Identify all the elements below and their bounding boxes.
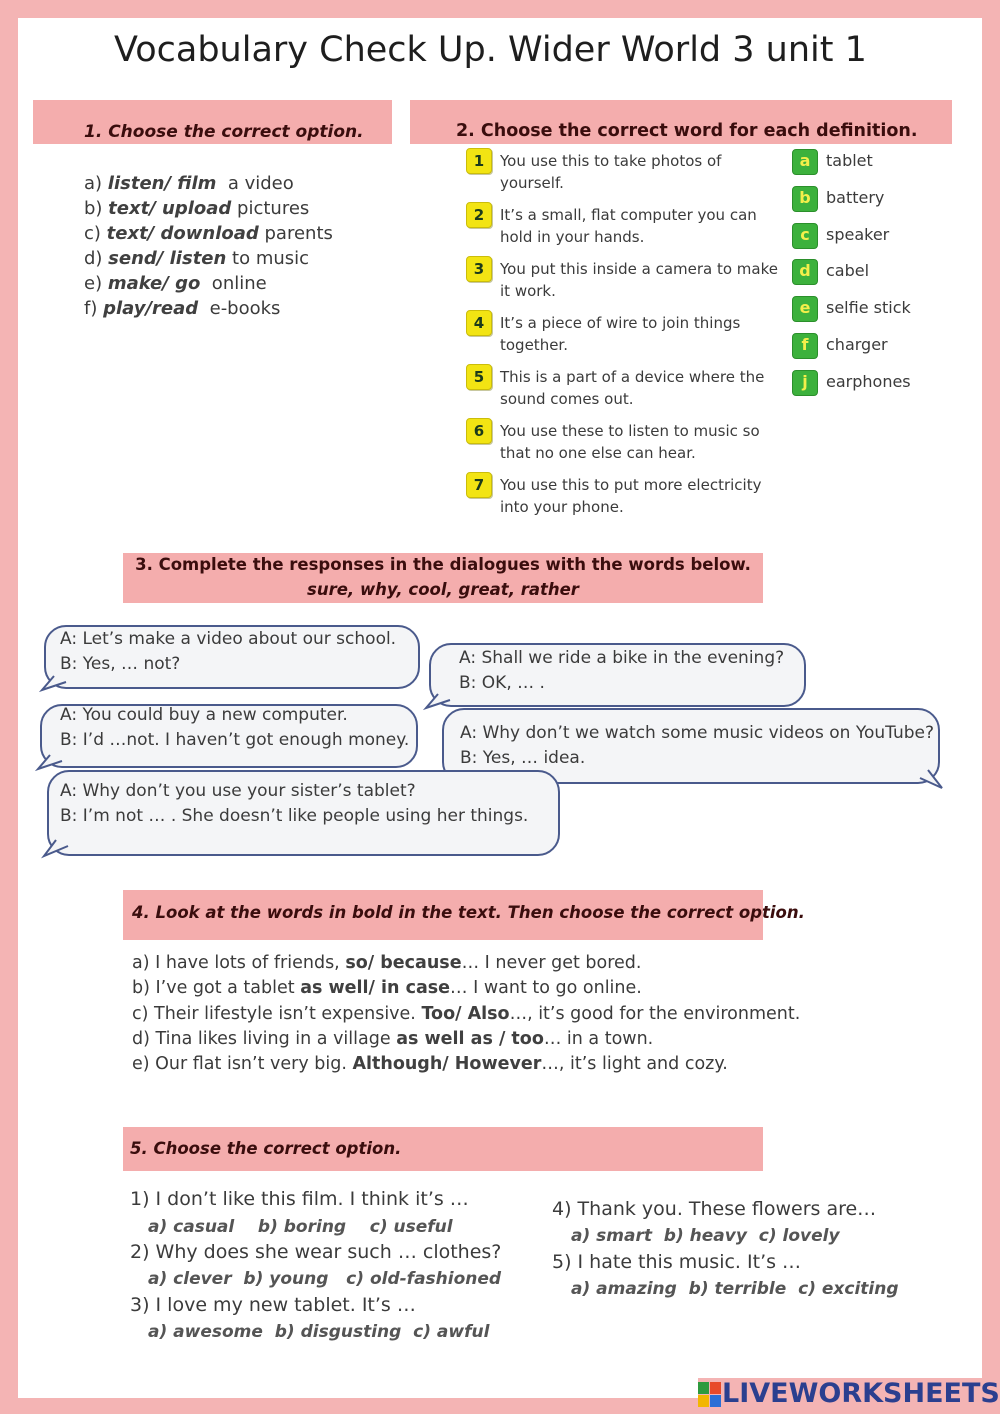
page-title: Vocabulary Check Up. Wider World 3 unit 1 <box>114 30 867 70</box>
list-item: e) make/ go online <box>84 273 267 294</box>
list-item: c) Their lifestyle isn’t expensive. Too/ Also…, it’s good for the environment. <box>132 1003 801 1024</box>
list-item: d) send/ listen to music <box>84 248 310 269</box>
watermark-text: LIVEWORKSHEETS <box>722 1378 1000 1409</box>
dialogue-text: A: Why don’t you use your sister’s tablet? B: I’m not … . She doesn’t like people using her things. <box>60 781 529 826</box>
list-item: d) Tina likes living in a village as well as / too… in a town. <box>132 1028 654 1049</box>
list-item: a) I have lots of friends, so/ because… I never get bored. <box>132 953 642 973</box>
definition-number-badge: 6 <box>466 418 492 444</box>
definition-text: It’s a piece of wire to join things together. <box>500 314 741 354</box>
list-item: f) play/read e-books <box>84 298 281 319</box>
task1-list <box>84 171 333 321</box>
question-text: 5) I hate this music. It’s … <box>552 1251 802 1273</box>
definition-number-badge: 2 <box>466 202 492 228</box>
word-option: speaker <box>826 225 890 244</box>
list-item: c) text/ download parents <box>84 223 333 244</box>
definition-text: You use this to put more electricity into your phone. <box>500 476 762 516</box>
answer-options: a) casual b) boring c) useful <box>148 1217 453 1237</box>
definition-number-badge: 5 <box>466 364 492 390</box>
definition-text: This is a part of a device where the sound comes out. <box>500 368 765 408</box>
word-letter-badge: f <box>792 333 818 359</box>
definition-number-badge: 7 <box>466 472 492 498</box>
list-item: a) listen/ film a video <box>84 173 294 194</box>
question-text: 2) Why does she wear such … clothes? <box>130 1241 502 1263</box>
word-option: battery <box>826 188 885 207</box>
word-option: selfie stick <box>826 298 911 317</box>
definition-number-badge: 1 <box>466 148 492 174</box>
word-option: earphones <box>826 372 911 391</box>
task5-heading: 5. Choose the correct option. <box>130 1139 402 1158</box>
bubble-tail <box>40 676 70 696</box>
answer-options: a) clever b) young c) old-fashioned <box>148 1269 502 1289</box>
bubble-tail <box>424 694 454 714</box>
word-option: cabel <box>826 261 870 280</box>
task3-heading: 3. Complete the responses in the dialogues with the words below. <box>135 555 751 574</box>
word-letter-badge: b <box>792 186 818 212</box>
dialogue-text: A: Let’s make a video about our school. B: Yes, … not? <box>60 629 397 674</box>
definition-number-badge: 3 <box>466 256 492 282</box>
word-letter-badge: a <box>792 149 818 175</box>
dialogue-text: A: You could buy a new computer. B: I’d …not. I haven’t got enough money. <box>60 705 410 750</box>
answer-options: a) awesome b) disgusting c) awful <box>148 1322 490 1342</box>
answer-options: a) smart b) heavy c) lovely <box>571 1226 840 1246</box>
task4-list <box>132 951 800 1077</box>
task1-heading: 1. Choose the correct option. <box>84 122 364 142</box>
definition-text: You put this inside a camera to make it work. <box>500 260 778 300</box>
question-text: 1) I don’t like this film. I think it’s … <box>130 1188 469 1210</box>
question-text: 4) Thank you. These flowers are… <box>552 1198 877 1220</box>
word-letter-badge: d <box>792 259 818 285</box>
question-text: 3) I love my new tablet. It’s … <box>130 1294 416 1316</box>
task2-heading: 2. Choose the correct word for each definition. <box>456 121 918 141</box>
definition-number-badge: 4 <box>466 310 492 336</box>
bubble-tail <box>42 840 72 862</box>
dialogue-text: A: Why don’t we watch some music videos on YouTube? B: Yes, … idea. <box>460 723 934 768</box>
definition-text: You use these to listen to music so that no one else can hear. <box>500 422 760 462</box>
word-option: charger <box>826 335 888 354</box>
task4-heading: 4. Look at the words in bold in the text. Then choose the correct option. <box>132 903 805 922</box>
definition-text: It’s a small, flat computer you can hold in your hands. <box>500 206 757 246</box>
dialogue-text: A: Shall we ride a bike in the evening? B: OK, … . <box>459 648 785 693</box>
liveworksheets-logo-icon <box>698 1382 722 1408</box>
word-letter-badge: j <box>792 370 818 396</box>
definition-text: You use this to take photos of yourself. <box>500 152 722 192</box>
word-letter-badge: c <box>792 223 818 249</box>
word-option: tablet <box>826 151 873 170</box>
list-item: e) Our flat isn’t very big. Although/ However…, it’s light and cozy. <box>132 1054 728 1075</box>
answer-options: a) amazing b) terrible c) exciting <box>571 1279 899 1299</box>
word-letter-badge: e <box>792 296 818 322</box>
list-item: b) I’ve got a tablet as well/ in case… I want to go online. <box>132 978 642 999</box>
list-item: b) text/ upload pictures <box>84 198 310 219</box>
bubble-tail <box>916 770 946 794</box>
task3-word-bank: sure, why, cool, great, rather <box>307 580 579 599</box>
